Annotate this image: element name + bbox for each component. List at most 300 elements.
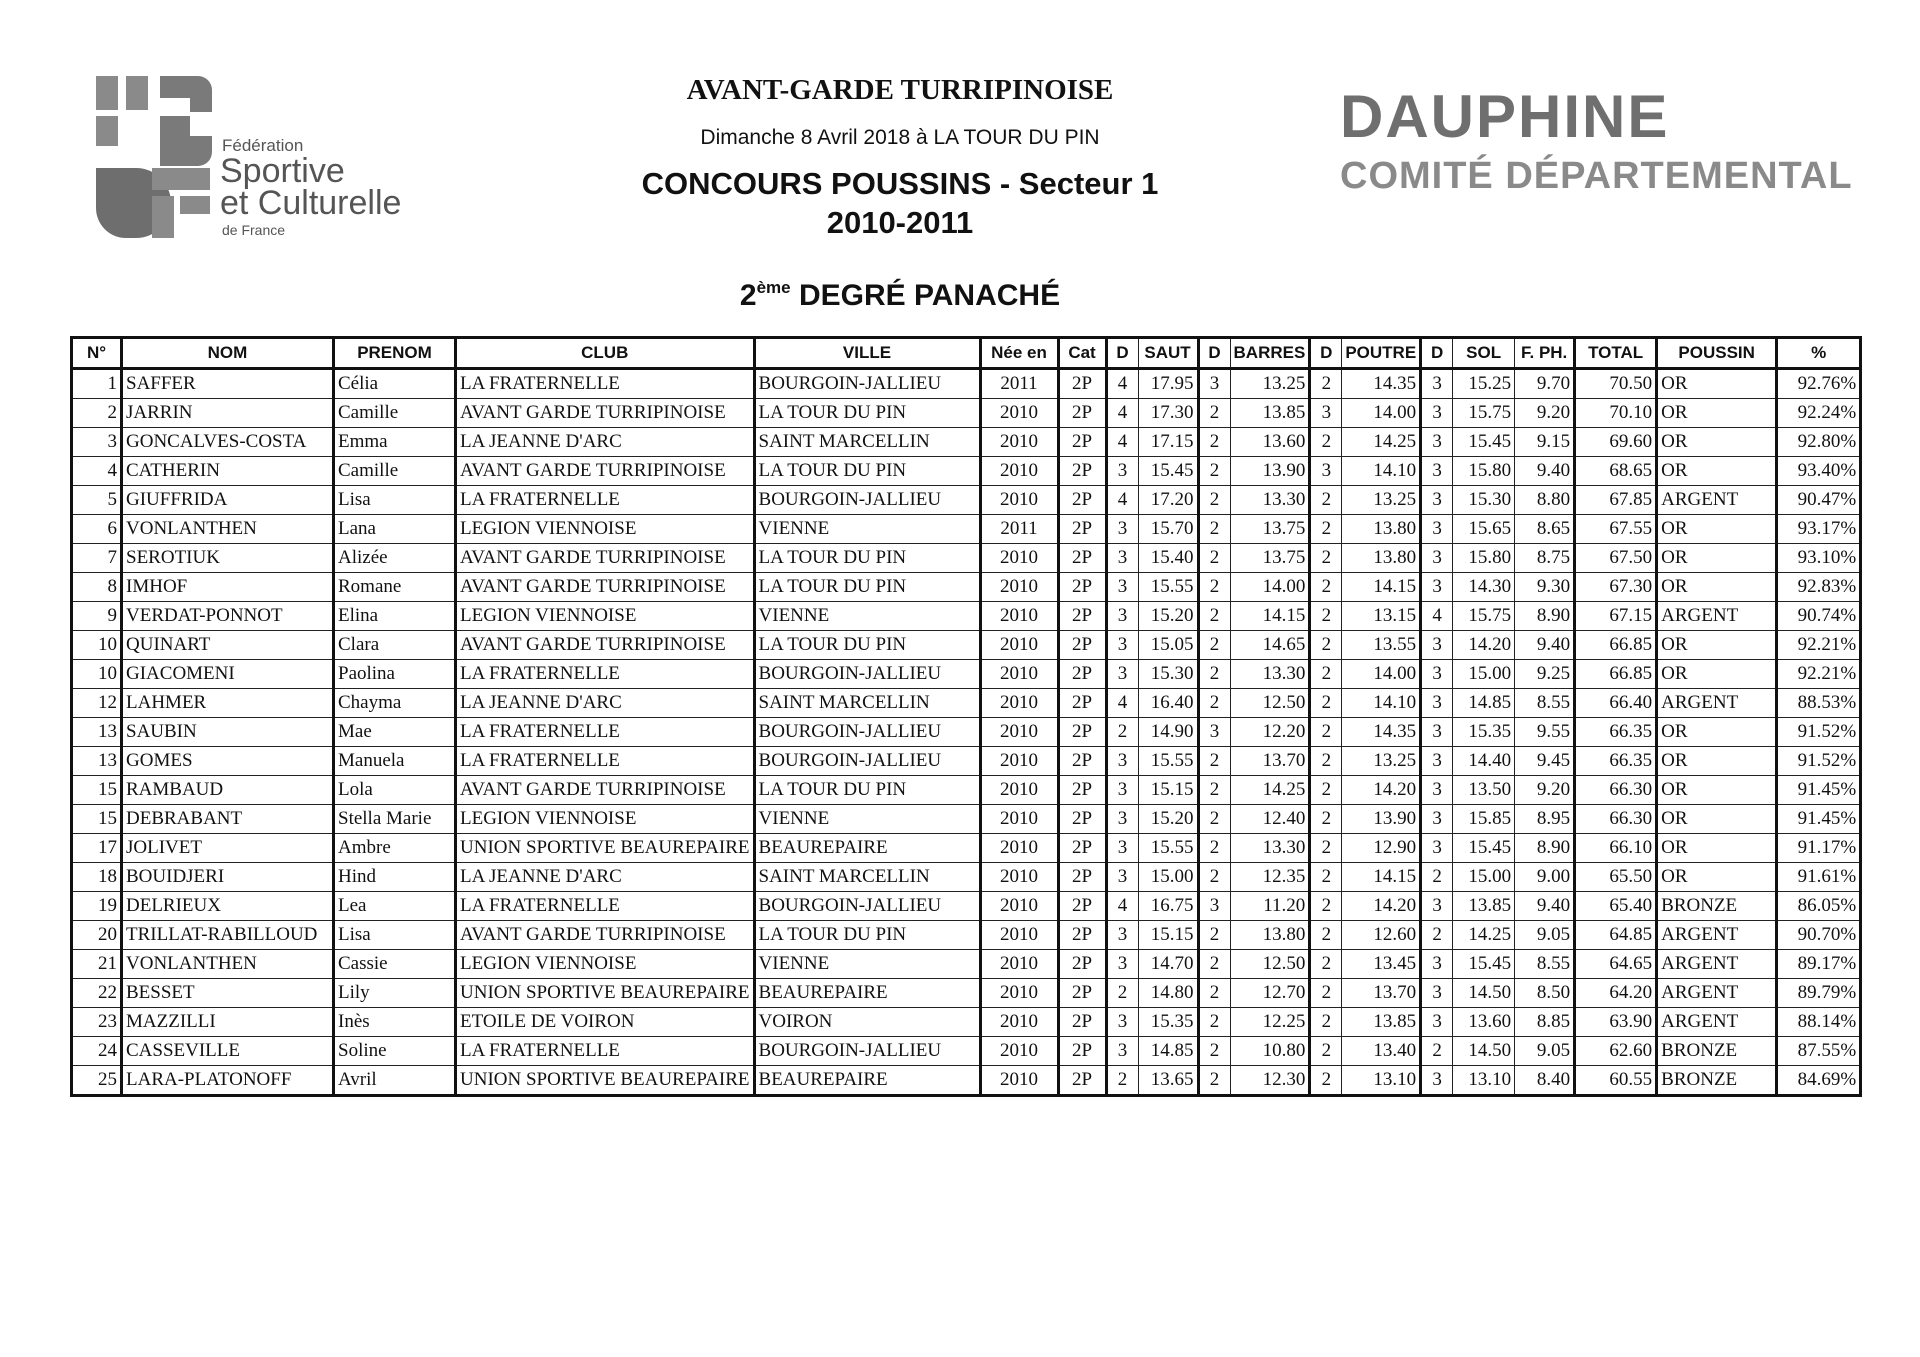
cell-d-barres: 2 (1198, 660, 1230, 689)
cell-d-saut: 3 (1106, 921, 1138, 950)
cell-percent: 91.45% (1777, 776, 1861, 805)
cell-percent: 88.53% (1777, 689, 1861, 718)
cell-f-ph: 8.40 (1515, 1066, 1575, 1096)
header-col-total: TOTAL (1575, 338, 1657, 369)
cell-cat: 2P (1058, 921, 1106, 950)
cell-ville: VIENNE (754, 515, 980, 544)
cell-club: UNION SPORTIVE BEAUREPAIRE (456, 1066, 755, 1096)
cell-poussin: OR (1657, 399, 1777, 428)
cell-cat: 2P (1058, 979, 1106, 1008)
cell-d-poutre: 2 (1310, 1037, 1342, 1066)
cell-cat: 2P (1058, 602, 1106, 631)
cell-rank: 24 (72, 1037, 122, 1066)
cell-club: LA FRATERNELLE (456, 486, 755, 515)
cell-f-ph: 9.40 (1515, 457, 1575, 486)
cell-total: 66.35 (1575, 747, 1657, 776)
cell-ville: BOURGOIN-JALLIEU (754, 892, 980, 921)
cell-cat: 2P (1058, 1037, 1106, 1066)
level-superscript: ème (756, 278, 791, 297)
cell-d-sol: 3 (1421, 979, 1453, 1008)
cell-d-saut: 4 (1106, 689, 1138, 718)
cell-club: AVANT GARDE TURRIPINOISE (456, 631, 755, 660)
cell-d-barres: 2 (1198, 515, 1230, 544)
cell-f-ph: 9.40 (1515, 892, 1575, 921)
cell-f-ph: 9.55 (1515, 718, 1575, 747)
cell-sol: 15.80 (1453, 544, 1515, 573)
header-col-club: CLUB (456, 338, 755, 369)
header-col-d-saut: D (1106, 338, 1138, 369)
cell-poussin: ARGENT (1657, 950, 1777, 979)
table-row (72, 544, 1861, 573)
cell-ville: BOURGOIN-JALLIEU (754, 1037, 980, 1066)
cell-d-sol: 3 (1421, 544, 1453, 573)
cell-poutre: 13.70 (1342, 979, 1421, 1008)
cell-ville: VIENNE (754, 805, 980, 834)
cell-prenom: Alizée (334, 544, 456, 573)
cell-d-saut: 3 (1106, 776, 1138, 805)
cell-d-poutre: 2 (1310, 921, 1342, 950)
cell-club: LA JEANNE D'ARC (456, 689, 755, 718)
cell-f-ph: 9.05 (1515, 1037, 1575, 1066)
cell-barres: 13.25 (1230, 369, 1310, 399)
cell-total: 65.50 (1575, 863, 1657, 892)
cell-cat: 2P (1058, 457, 1106, 486)
cell-nom: SAUBIN (122, 718, 334, 747)
cell-poutre: 14.00 (1342, 660, 1421, 689)
cell-club: LA JEANNE D'ARC (456, 428, 755, 457)
cell-d-poutre: 2 (1310, 1066, 1342, 1096)
cell-saut: 15.20 (1138, 602, 1198, 631)
cell-total: 67.30 (1575, 573, 1657, 602)
cell-club: LA FRATERNELLE (456, 1037, 755, 1066)
cell-d-saut: 3 (1106, 834, 1138, 863)
cell-prenom: Chayma (334, 689, 456, 718)
cell-nee-en: 2011 (980, 369, 1058, 399)
cell-percent: 92.76% (1777, 369, 1861, 399)
cell-poussin: ARGENT (1657, 689, 1777, 718)
cell-percent: 89.79% (1777, 979, 1861, 1008)
fscf-line-france: de France (222, 222, 286, 238)
cell-d-saut: 3 (1106, 1008, 1138, 1037)
header-col-poutre: POUTRE (1342, 338, 1421, 369)
cell-prenom: Elina (334, 602, 456, 631)
cell-poussin: ARGENT (1657, 602, 1777, 631)
cell-d-poutre: 2 (1310, 863, 1342, 892)
cell-d-saut: 3 (1106, 950, 1138, 979)
cell-nom: CASSEVILLE (122, 1037, 334, 1066)
cell-d-barres: 2 (1198, 689, 1230, 718)
cell-f-ph: 9.45 (1515, 747, 1575, 776)
cell-poutre: 14.15 (1342, 863, 1421, 892)
table-row (72, 1066, 1861, 1096)
cell-barres: 13.85 (1230, 399, 1310, 428)
cell-club: LA JEANNE D'ARC (456, 863, 755, 892)
table-row (72, 399, 1861, 428)
cell-barres: 14.65 (1230, 631, 1310, 660)
cell-d-barres: 2 (1198, 573, 1230, 602)
cell-poussin: BRONZE (1657, 1037, 1777, 1066)
cell-d-sol: 4 (1421, 602, 1453, 631)
fscf-emblem-icon (90, 72, 215, 244)
contest-years: 2010-2011 (826, 205, 974, 240)
cell-barres: 12.20 (1230, 718, 1310, 747)
cell-sol: 14.50 (1453, 979, 1515, 1008)
table-row (72, 689, 1861, 718)
cell-barres: 14.25 (1230, 776, 1310, 805)
cell-cat: 2P (1058, 892, 1106, 921)
cell-d-sol: 3 (1421, 776, 1453, 805)
cell-nee-en: 2010 (980, 486, 1058, 515)
cell-club: AVANT GARDE TURRIPINOISE (456, 399, 755, 428)
cell-d-poutre: 2 (1310, 747, 1342, 776)
cell-saut: 15.05 (1138, 631, 1198, 660)
cell-rank: 25 (72, 1066, 122, 1096)
cell-rank: 13 (72, 718, 122, 747)
header-col-d-sol: D (1421, 338, 1453, 369)
header-col-ville: VILLE (754, 338, 980, 369)
cell-d-saut: 3 (1106, 747, 1138, 776)
cell-percent: 90.70% (1777, 921, 1861, 950)
cell-d-poutre: 3 (1310, 399, 1342, 428)
cell-barres: 12.50 (1230, 689, 1310, 718)
header-col-nom: NOM (122, 338, 334, 369)
cell-rank: 9 (72, 602, 122, 631)
cell-barres: 11.20 (1230, 892, 1310, 921)
cell-sol: 15.80 (1453, 457, 1515, 486)
cell-ville: SAINT MARCELLIN (754, 428, 980, 457)
cell-ville: LA TOUR DU PIN (754, 457, 980, 486)
fscf-line-federation: Fédération (222, 136, 304, 155)
cell-d-sol: 3 (1421, 1008, 1453, 1037)
cell-saut: 15.35 (1138, 1008, 1198, 1037)
cell-nee-en: 2010 (980, 834, 1058, 863)
cell-nom: DELRIEUX (122, 892, 334, 921)
cell-ville: BEAUREPAIRE (754, 834, 980, 863)
cell-rank: 12 (72, 689, 122, 718)
cell-barres: 13.60 (1230, 428, 1310, 457)
fscf-line-culturelle: et Culturelle (220, 184, 402, 222)
cell-d-barres: 3 (1198, 892, 1230, 921)
cell-nom: SEROTIUK (122, 544, 334, 573)
cell-saut: 14.85 (1138, 1037, 1198, 1066)
header-col-nee-en: Née en (980, 338, 1058, 369)
cell-barres: 13.30 (1230, 660, 1310, 689)
cell-sol: 13.10 (1453, 1066, 1515, 1096)
cell-f-ph: 8.50 (1515, 979, 1575, 1008)
table-row (72, 863, 1861, 892)
cell-d-saut: 4 (1106, 428, 1138, 457)
cell-d-poutre: 2 (1310, 515, 1342, 544)
cell-d-saut: 3 (1106, 602, 1138, 631)
cell-ville: LA TOUR DU PIN (754, 573, 980, 602)
cell-d-sol: 3 (1421, 369, 1453, 399)
cell-poussin: OR (1657, 834, 1777, 863)
cell-total: 64.65 (1575, 950, 1657, 979)
cell-poutre: 14.10 (1342, 457, 1421, 486)
cell-club: AVANT GARDE TURRIPINOISE (456, 921, 755, 950)
cell-total: 66.10 (1575, 834, 1657, 863)
cell-nom: SAFFER (122, 369, 334, 399)
cell-d-sol: 3 (1421, 660, 1453, 689)
cell-d-sol: 3 (1421, 631, 1453, 660)
cell-d-sol: 3 (1421, 573, 1453, 602)
cell-sol: 15.45 (1453, 950, 1515, 979)
cell-f-ph: 8.75 (1515, 544, 1575, 573)
cell-total: 69.60 (1575, 428, 1657, 457)
cell-f-ph: 9.25 (1515, 660, 1575, 689)
cell-ville: BOURGOIN-JALLIEU (754, 747, 980, 776)
cell-poussin: OR (1657, 660, 1777, 689)
cell-sol: 15.00 (1453, 660, 1515, 689)
cell-prenom: Ambre (334, 834, 456, 863)
cell-club: LEGION VIENNOISE (456, 805, 755, 834)
cell-cat: 2P (1058, 689, 1106, 718)
table-row (72, 805, 1861, 834)
cell-prenom: Stella Marie (334, 805, 456, 834)
cell-sol: 15.65 (1453, 515, 1515, 544)
cell-prenom: Clara (334, 631, 456, 660)
cell-saut: 14.70 (1138, 950, 1198, 979)
cell-saut: 16.75 (1138, 892, 1198, 921)
cell-sol: 14.50 (1453, 1037, 1515, 1066)
cell-saut: 14.90 (1138, 718, 1198, 747)
cell-ville: BOURGOIN-JALLIEU (754, 660, 980, 689)
cell-percent: 92.83% (1777, 573, 1861, 602)
cell-d-poutre: 2 (1310, 369, 1342, 399)
cell-prenom: Lana (334, 515, 456, 544)
cell-nom: LARA-PLATONOFF (122, 1066, 334, 1096)
cell-percent: 88.14% (1777, 1008, 1861, 1037)
cell-poutre: 13.25 (1342, 747, 1421, 776)
cell-saut: 17.20 (1138, 486, 1198, 515)
cell-sol: 14.40 (1453, 747, 1515, 776)
cell-prenom: Inès (334, 1008, 456, 1037)
cell-d-sol: 3 (1421, 718, 1453, 747)
results-table (70, 336, 1862, 1097)
cell-poussin: BRONZE (1657, 1066, 1777, 1096)
cell-rank: 3 (72, 428, 122, 457)
cell-nee-en: 2010 (980, 747, 1058, 776)
cell-d-barres: 2 (1198, 950, 1230, 979)
header-col-barres: BARRES (1230, 338, 1310, 369)
cell-rank: 23 (72, 1008, 122, 1037)
cell-d-barres: 2 (1198, 1066, 1230, 1096)
cell-prenom: Hind (334, 863, 456, 892)
cell-d-barres: 3 (1198, 369, 1230, 399)
cell-barres: 12.40 (1230, 805, 1310, 834)
cell-percent: 87.55% (1777, 1037, 1861, 1066)
cell-club: AVANT GARDE TURRIPINOISE (456, 457, 755, 486)
cell-rank: 5 (72, 486, 122, 515)
cell-prenom: Lisa (334, 921, 456, 950)
cell-poutre: 13.15 (1342, 602, 1421, 631)
cell-club: LEGION VIENNOISE (456, 515, 755, 544)
cell-poussin: ARGENT (1657, 1008, 1777, 1037)
cell-ville: BOURGOIN-JALLIEU (754, 486, 980, 515)
cell-d-saut: 2 (1106, 718, 1138, 747)
cell-club: LEGION VIENNOISE (456, 950, 755, 979)
cell-poussin: OR (1657, 718, 1777, 747)
cell-nom: GIACOMENI (122, 660, 334, 689)
cell-cat: 2P (1058, 399, 1106, 428)
cell-d-barres: 2 (1198, 776, 1230, 805)
cell-d-sol: 3 (1421, 950, 1453, 979)
cell-d-sol: 3 (1421, 834, 1453, 863)
organizer-title: AVANT-GARDE TURRIPINOISE (686, 74, 1114, 106)
cell-d-sol: 3 (1421, 805, 1453, 834)
cell-d-poutre: 2 (1310, 892, 1342, 921)
cell-sol: 14.25 (1453, 921, 1515, 950)
cell-nee-en: 2010 (980, 718, 1058, 747)
cell-club: AVANT GARDE TURRIPINOISE (456, 573, 755, 602)
cell-total: 70.50 (1575, 369, 1657, 399)
header-col-f-ph: F. PH. (1515, 338, 1575, 369)
cell-prenom: Célia (334, 369, 456, 399)
cell-prenom: Lola (334, 776, 456, 805)
cell-d-sol: 3 (1421, 486, 1453, 515)
cell-sol: 14.20 (1453, 631, 1515, 660)
cell-club: ETOILE DE VOIRON (456, 1008, 755, 1037)
cell-sol: 14.30 (1453, 573, 1515, 602)
cell-cat: 2P (1058, 776, 1106, 805)
cell-d-saut: 3 (1106, 544, 1138, 573)
cell-rank: 10 (72, 660, 122, 689)
cell-poutre: 13.40 (1342, 1037, 1421, 1066)
cell-sol: 14.85 (1453, 689, 1515, 718)
cell-cat: 2P (1058, 718, 1106, 747)
cell-d-saut: 3 (1106, 457, 1138, 486)
cell-percent: 93.17% (1777, 515, 1861, 544)
cell-nom: LAHMER (122, 689, 334, 718)
cell-poussin: OR (1657, 863, 1777, 892)
cell-club: AVANT GARDE TURRIPINOISE (456, 776, 755, 805)
cell-barres: 12.25 (1230, 1008, 1310, 1037)
cell-saut: 15.40 (1138, 544, 1198, 573)
cell-ville: BEAUREPAIRE (754, 979, 980, 1008)
cell-sol: 15.75 (1453, 602, 1515, 631)
fscf-logo (90, 72, 420, 252)
cell-f-ph: 8.55 (1515, 689, 1575, 718)
dauphine-logo (1340, 84, 1860, 214)
cell-cat: 2P (1058, 631, 1106, 660)
cell-nom: BESSET (122, 979, 334, 1008)
contest-title: CONCOURS POUSSINS - Secteur 1 (641, 166, 1159, 201)
header-col-saut: SAUT (1138, 338, 1198, 369)
cell-d-barres: 3 (1198, 718, 1230, 747)
cell-percent: 92.80% (1777, 428, 1861, 457)
cell-poutre: 12.90 (1342, 834, 1421, 863)
table-row (72, 602, 1861, 631)
level-text: DEGRÉ PANACHÉ (790, 279, 1061, 312)
cell-poussin: OR (1657, 544, 1777, 573)
cell-saut: 15.30 (1138, 660, 1198, 689)
cell-d-poutre: 2 (1310, 486, 1342, 515)
cell-d-saut: 3 (1106, 863, 1138, 892)
cell-nom: JARRIN (122, 399, 334, 428)
cell-f-ph: 8.65 (1515, 515, 1575, 544)
cell-d-saut: 3 (1106, 1037, 1138, 1066)
cell-ville: SAINT MARCELLIN (754, 863, 980, 892)
table-row (72, 428, 1861, 457)
cell-d-barres: 2 (1198, 1037, 1230, 1066)
cell-nee-en: 2010 (980, 1066, 1058, 1096)
cell-nee-en: 2010 (980, 979, 1058, 1008)
cell-percent: 90.74% (1777, 602, 1861, 631)
table-row (72, 921, 1861, 950)
cell-nom: IMHOF (122, 573, 334, 602)
cell-nee-en: 2010 (980, 950, 1058, 979)
cell-d-poutre: 2 (1310, 1008, 1342, 1037)
dauphine-logo-subtitle: COMITÉ DÉPARTEMENTAL (1340, 155, 1853, 197)
cell-nee-en: 2010 (980, 631, 1058, 660)
cell-d-sol: 3 (1421, 457, 1453, 486)
cell-prenom: Lisa (334, 486, 456, 515)
cell-percent: 92.21% (1777, 660, 1861, 689)
cell-poussin: ARGENT (1657, 921, 1777, 950)
cell-total: 63.90 (1575, 1008, 1657, 1037)
cell-d-poutre: 2 (1310, 660, 1342, 689)
cell-barres: 12.50 (1230, 950, 1310, 979)
cell-poussin: OR (1657, 573, 1777, 602)
cell-d-sol: 2 (1421, 1037, 1453, 1066)
cell-poutre: 13.55 (1342, 631, 1421, 660)
cell-total: 67.55 (1575, 515, 1657, 544)
cell-prenom: Soline (334, 1037, 456, 1066)
cell-sol: 13.60 (1453, 1008, 1515, 1037)
cell-total: 67.85 (1575, 486, 1657, 515)
cell-rank: 1 (72, 369, 122, 399)
cell-total: 66.35 (1575, 718, 1657, 747)
cell-barres: 12.30 (1230, 1066, 1310, 1096)
cell-d-poutre: 2 (1310, 950, 1342, 979)
cell-poutre: 13.45 (1342, 950, 1421, 979)
cell-rank: 17 (72, 834, 122, 863)
cell-poutre: 14.10 (1342, 689, 1421, 718)
cell-nee-en: 2010 (980, 428, 1058, 457)
cell-saut: 15.55 (1138, 747, 1198, 776)
cell-d-sol: 3 (1421, 1066, 1453, 1096)
cell-nee-en: 2010 (980, 892, 1058, 921)
cell-d-poutre: 2 (1310, 805, 1342, 834)
cell-percent: 84.69% (1777, 1066, 1861, 1096)
cell-club: LA FRATERNELLE (456, 369, 755, 399)
cell-d-saut: 2 (1106, 979, 1138, 1008)
cell-club: UNION SPORTIVE BEAUREPAIRE (456, 834, 755, 863)
cell-barres: 13.75 (1230, 544, 1310, 573)
cell-prenom: Camille (334, 399, 456, 428)
cell-ville: LA TOUR DU PIN (754, 776, 980, 805)
cell-percent: 89.17% (1777, 950, 1861, 979)
cell-club: LEGION VIENNOISE (456, 602, 755, 631)
cell-saut: 17.15 (1138, 428, 1198, 457)
cell-cat: 2P (1058, 1066, 1106, 1096)
cell-d-poutre: 2 (1310, 544, 1342, 573)
cell-d-poutre: 2 (1310, 979, 1342, 1008)
cell-nee-en: 2010 (980, 457, 1058, 486)
cell-percent: 91.61% (1777, 863, 1861, 892)
cell-rank: 15 (72, 776, 122, 805)
cell-nom: BOUIDJERI (122, 863, 334, 892)
cell-total: 66.85 (1575, 631, 1657, 660)
cell-ville: VIENNE (754, 950, 980, 979)
cell-d-sol: 3 (1421, 515, 1453, 544)
cell-total: 66.40 (1575, 689, 1657, 718)
cell-poutre: 14.25 (1342, 428, 1421, 457)
cell-poutre: 12.60 (1342, 921, 1421, 950)
header-col-d-barres: D (1198, 338, 1230, 369)
cell-ville: LA TOUR DU PIN (754, 544, 980, 573)
event-date-place: Dimanche 8 Avril 2018 à LA TOUR DU PIN (700, 126, 1100, 149)
